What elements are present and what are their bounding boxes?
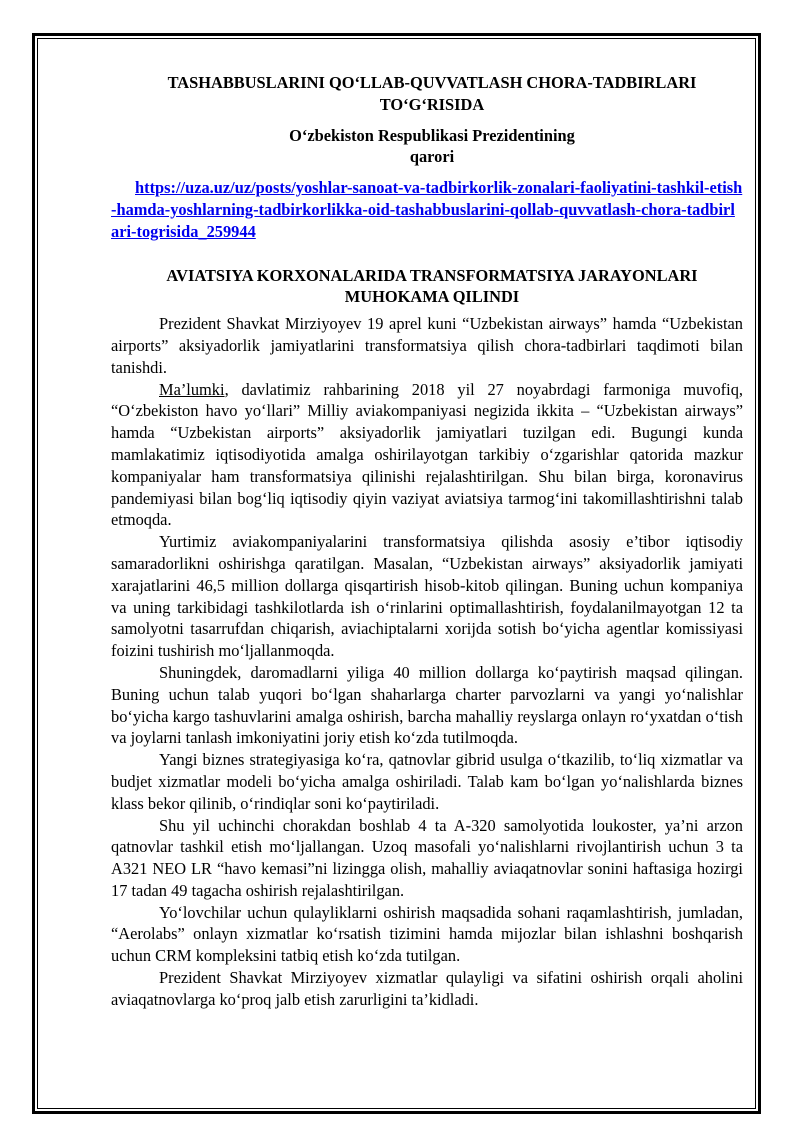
paragraph-4: Shuningdek, daromadlarni yiliga 40 million dollarga ko‘paytirish maqsad qilingan. Buning uchun talab yuqori bo‘lgan shaharlarga charter parvozlarni va yangi yo‘nalishlar bo‘yicha kargo tashuvlarini amalga oshirish, barcha mahalliy reyslarga onlayn ro‘yxatdan o‘tish va joylarni tanlash imkoniyatini joriy etish ko‘zda tutilmoqda. [111,662,743,748]
paragraph-5: Yangi biznes strategiyasiga ko‘ra, qatnovlar gibrid usulga o‘tkazilib, to‘liq xizmatlar va budjet xizmatlar modeli bo‘yicha amalga oshiriladi. Talab kam bo‘lgan yo‘nalishlarda biznes klass bekor qilinib, o‘rindiqlar soni ko‘paytiriladi. [111,750,743,813]
paragraph-7: Yo‘lovchilar uchun qulayliklarni oshirish maqsadida sohani raqamlashtirish, jumladan, “Aerolabs” onlayn xizmatlar ko‘rsatish tizimini hamda mijozlar bilan ishlashni boshqarish uchun CRM kompleksini tatbiq etish ko‘zda tutilgan. [111,902,743,966]
paragraph-2-lead: Ma’lumki [159,379,225,399]
source-link[interactable]: https://uza.uz/uz/posts/yoshlar-sanoat-va-tadbirkorlik-zonalari-faoliyatini-tashkil-etish-hamda-yoshlarning-tadbirkorlikka-oid-tashabbuslarini-qollab-quvvatlash-chora-tadbirlari-togrisida_259944 [111,178,743,241]
source-link-block [111,177,743,242]
paragraph-3: Yurtimiz aviakompaniyalarini transformatsiya qilishda asosiy e’tibor iqtisodiy samaradorlikni oshirishga qaratilgan. Masalan, “Uzbekistan airways” aksiyadorlik jamiyati xarajatlarini 46,5 million dollarga qisqartirish hisob-kitob qilingan. Buning uchun kompaniya va uning tarkibidagi tashkilotlarda ish o‘rinlarini optimallashtirish, foydalanilmayotgan 12 ta samolyotni tasarrufdan chiqarish, aviachiptalarni xorijda sotish bo‘yicha agentlar komissiyasi foizini tushirish mo‘ljallanmoqda. [111,532,743,661]
paragraph-2 [111,379,743,532]
section-title: AVIATSIYA KORXONALARIDA TRANSFORMATSIYA JARAYONLARI MUHOKAMA QILINDI [166,265,698,307]
document-title: TASHABBUSLARINI QO‘LLAB-QUVVATLASH CHORA-TADBIRLARI TO‘G‘RISIDA [167,73,697,114]
paragraph-8: Prezident Shavkat Mirziyoyev xizmatlar qulayligi va sifatini oshirish orqali aholini aviaqatnovlarga ko‘proq jalb etish zarurligini ta’kidladi. [111,968,743,1009]
subtitle-line-1: O‘zbekiston Respublikasi Prezidentining [289,125,575,145]
paragraph-1: Prezident Shavkat Mirziyoyev 19 aprel kuni “Uzbekistan airways” hamda “Uzbekistan airports” aksiyadorlik jamiyatlarini transformatsiya qilish chora-tadbirlari taqdimoti bilan tanishdi. [111,314,743,377]
subtitle-line-2: qarori [409,147,455,167]
paragraph-2-rest: , davlatimiz rahbarining 2018 yil 27 noyabrdagi farmoniga muvofiq, “O‘zbekiston havo yo‘llari” Milliy aviakompaniyasi negizida ikkita – “Uzbekistan airways” hamda “Uzbekistan airports” aksiyadorlik jamiyatlari tuzilgan edi. Bugungi kunda mamlakatimiz iqtisodiyotida amalga oshirilayotgan tarkibiy o‘zgarishlar qatorida mazkur kompaniyalar ham transformatsiya qilinishi rejalashtirilgan. Shu bilan birga, koronavirus pandemiyasi bilan bog‘liq iqtisodiy qiyin vaziyat aviatsiya tarmog‘ini takomillashtirishni talab etmoqda. [111,379,743,530]
document-subtitle [111,125,743,169]
document-body [111,72,743,1011]
paragraph-6: Shu yil uchinchi chorakdan boshlab 4 ta A-320 samolyotida loukoster, ya’ni arzon qatnovlar tashkil etish mo‘ljallangan. Uzoq masofali yo‘nalishlarni rivojlantirish uchun 3 ta A321 NEO LR “havo kemasi”ni lizingga olish, mahalliy aviaqatnovlar sonini haftasiga hozirgi 17 tadan 49 tagacha oshirish rejalashtirilgan. [111,815,743,900]
